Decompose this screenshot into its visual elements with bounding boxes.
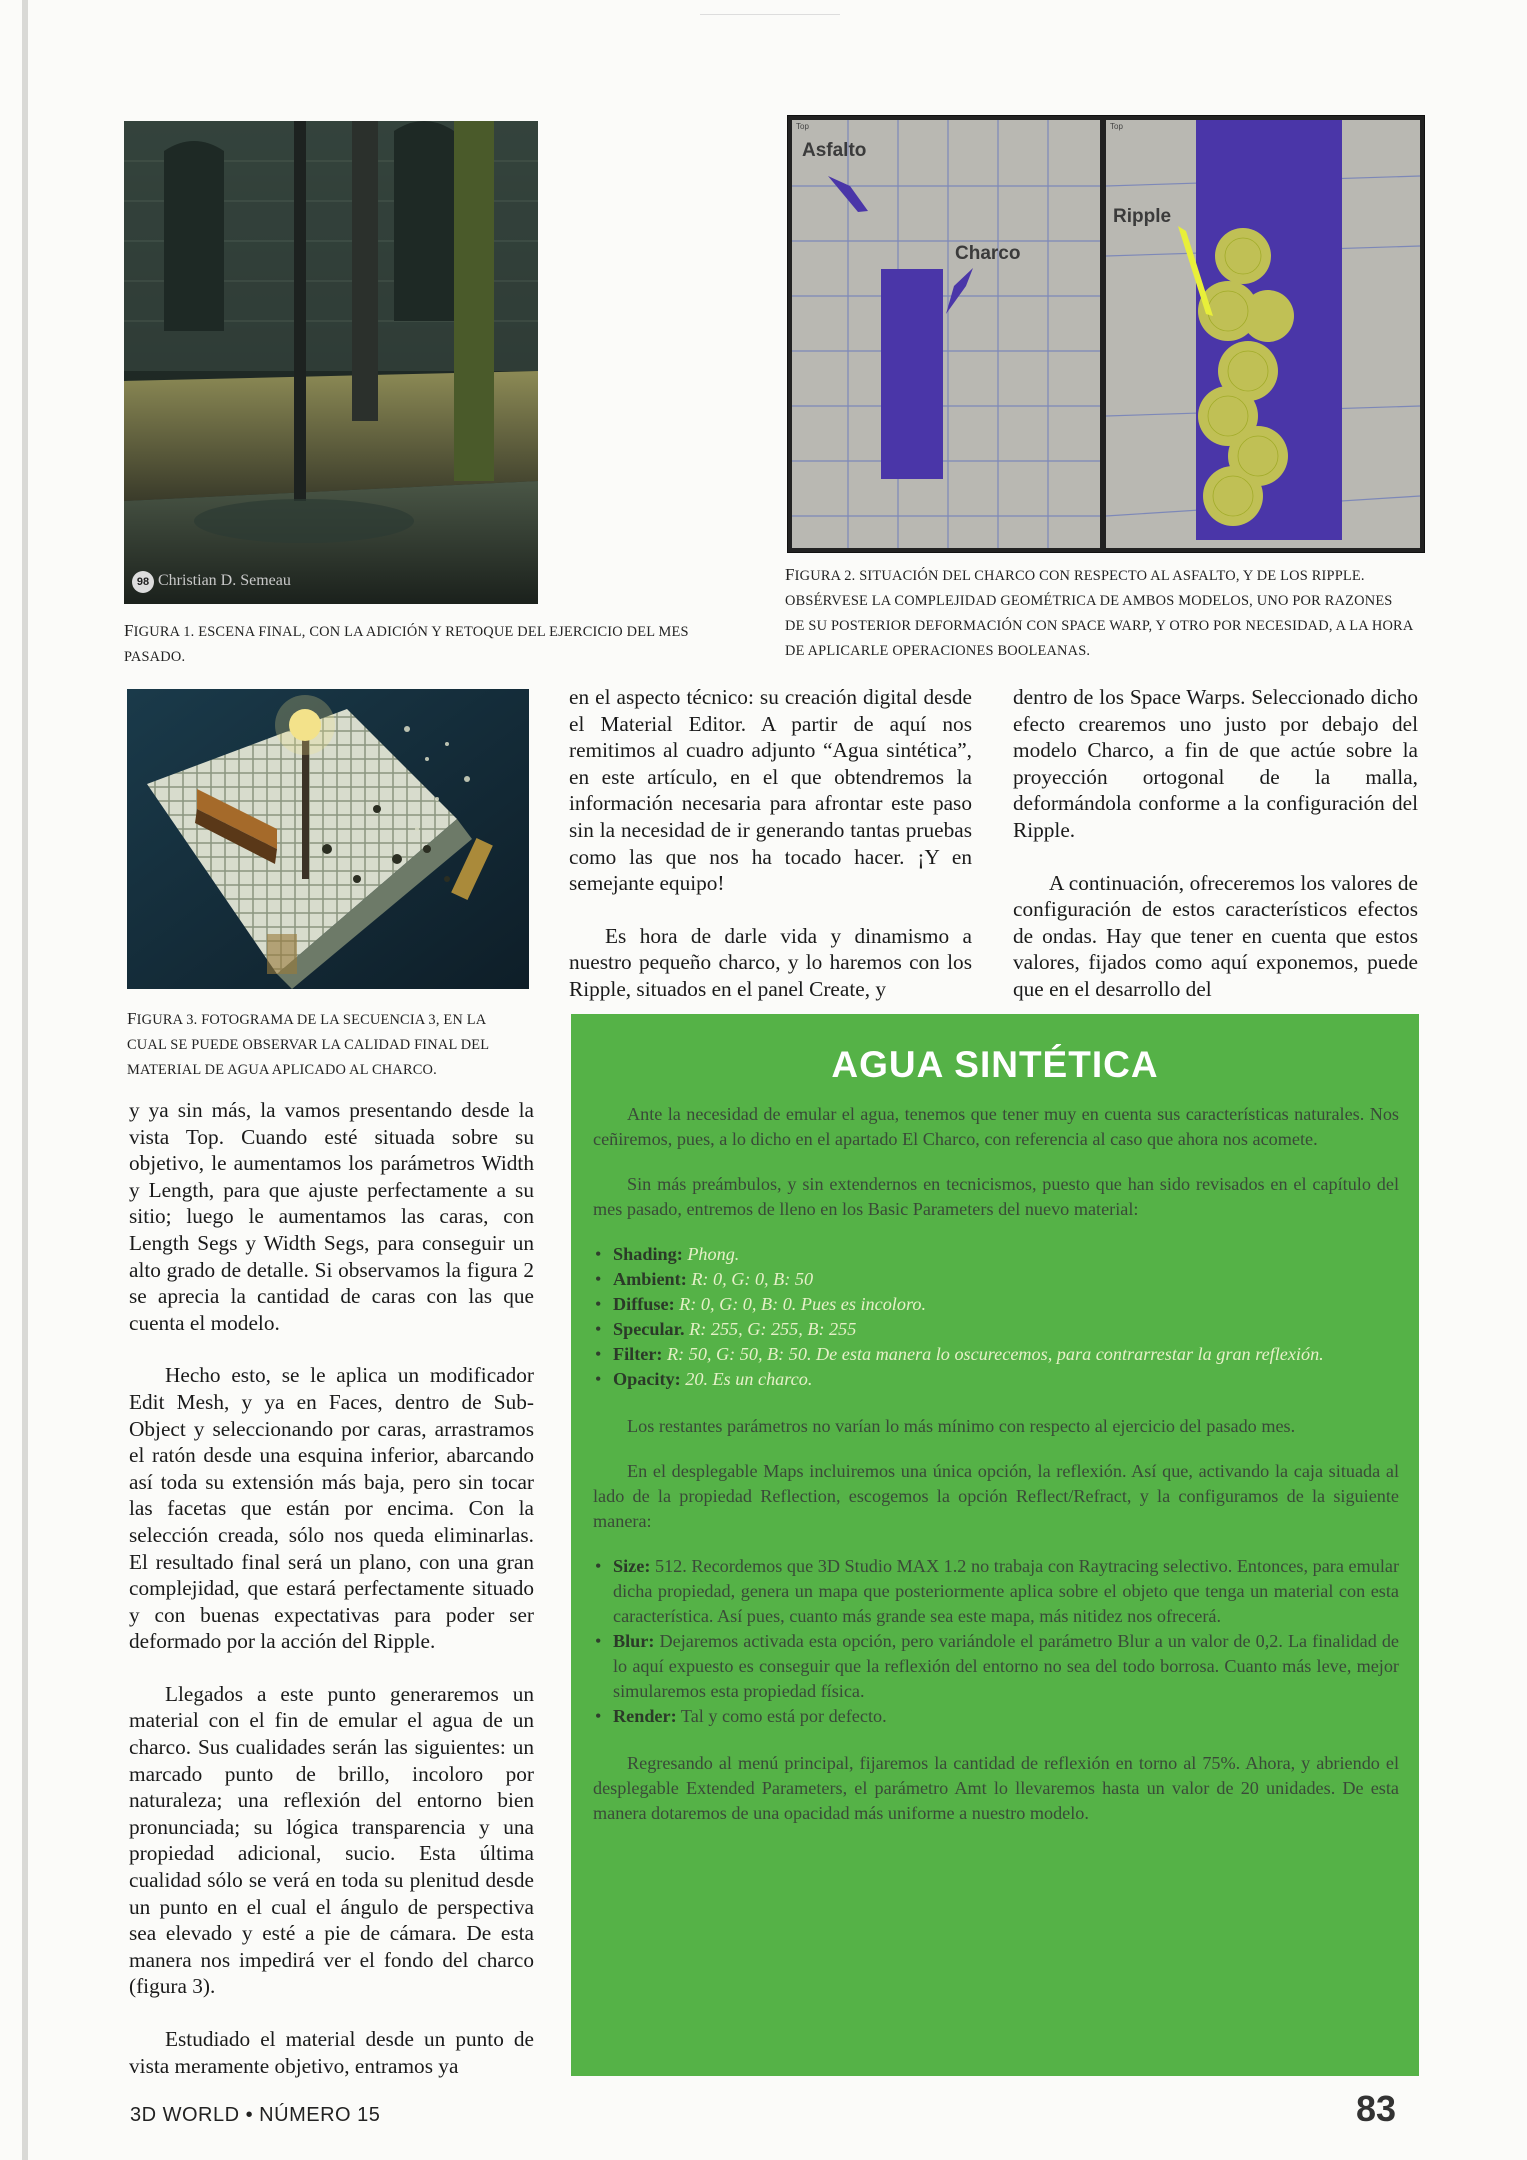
list-item: • Blur: Dejaremos activada esta opción, pero variándole el parámetro Blur a un valor de 0,2. La finalidad de lo aquí expuesto es conseguir que la reflexión del entorno no sea del todo borrosa. Cuanto más leve, mejor simularemos esta propiedad física. [593, 1629, 1399, 1704]
sidebar-body [593, 1102, 1399, 1846]
article-column-right [1013, 684, 1418, 1003]
left-paragraph-1: y ya sin más, la vamos presentando desde la vista Top. Cuando esté situada sobre su objetivo, le aumentamos los parámetros Width y Length, para que ajuste perfectamente a su sitio; luego le aumentamos las caras, con Length Segs y Width Segs, para conseguir un alto grado de detalle. Si observamos la figura 2 se aprecia la cantidad de caras con las que cuenta el modelo. [129, 1098, 534, 1335]
left-paragraph-4: Estudiado el material desde un punto de vista meramente objetivo, entramos ya [129, 2027, 534, 2078]
list-item: • Specular. R: 255, G: 255, B: 255 [593, 1317, 1399, 1342]
figure-1-image [124, 121, 538, 604]
sidebar-title: AGUA SINTÉTICA [831, 1044, 1159, 1085]
viewport-label-top-left: Top [796, 122, 809, 131]
list-item: • Ambient: R: 0, G: 0, B: 50 [593, 1267, 1399, 1292]
middle-paragraph-2: Es hora de darle vida y dinamismo a nuestro pequeño charco, y lo haremos con los Ripple, situados en el panel Create, y [569, 923, 972, 1001]
sidebar-paragraph-5: Regresando al menú principal, fijaremos la cantidad de reflexión en torno al 75%. Ahora, y abriendo el desplegable Extended Parameters, el parámetro Amt lo llevaremos hasta un valor de 20 unidades. De esta manera dotaremos de una opacidad más uniforme a nuestro modelo. [593, 1753, 1399, 1823]
viewport-label-top-right: Top [1110, 122, 1123, 131]
page-number: 83 [1356, 2088, 1397, 2129]
list-item: • Opacity: 20. Es un charco. [593, 1367, 1399, 1392]
figure-1-watermark: Christian D. Semeau [158, 572, 291, 589]
article-column-left [129, 1097, 534, 2079]
sidebar-paragraph-2: Sin más preámbulos, y sin extendernos en tecnicismos, puesto que han sido revisados en el capítulo del mes pasado, entremos de lleno en los Basic Parameters del nuevo material: [593, 1174, 1399, 1219]
list-item: • Render: Tal y como está por defecto. [593, 1704, 1399, 1729]
figure-2-caption: FIGURA 2. SITUACIÓN DEL CHARCO CON RESPECTO AL ASFALTO, Y DE LOS RIPPLE. OBSÉRVESE LA COMPLEJIDAD GEOMÉTRICA DE AMBOS MODELOS, UNO POR RAZONES DE SU POSTERIOR DEFORMACIÓN CON SPACE WARP, Y OTRO POR NECESIDAD, A LA HORA DE APLICARLE OPERACIONES BOOLEANAS. [785, 565, 1413, 659]
top-rule [700, 14, 840, 15]
sidebar-paragraph-3: Los restantes parámetros no varían lo más mínimo con respecto al ejercicio del pasado mes. [627, 1416, 1296, 1436]
left-paragraph-2: Hecho esto, se le aplica un modificador Edit Mesh, y ya en Faces, dentro de Sub-Object y seleccionando por caras, arrastramos el ratón desde una esquina inferior, abarcando así toda su extensión más baja, pero sin tocar las facetas que están por encima. Con la selección creada, sólo nos queda eliminarlas. El resultado final será un plano, con una gran complejidad, que estará perfectamente situado y con buenas expectativas para poder ser deformado por la acción del Ripple. [129, 1363, 534, 1654]
copyright-icon: 98 [132, 571, 154, 593]
sidebar-agua-sintetica [571, 1014, 1419, 2076]
reflection-parameters-list [593, 1554, 1399, 1729]
figure-3-caption: FIGURA 3. FOTOGRAMA DE LA SECUENCIA 3, EN LA CUAL SE PUEDE OBSERVAR LA CALIDAD FINAL DEL MATERIAL DE AGUA APLICADO AL CHARCO. [127, 1009, 489, 1078]
label-ripple: Ripple [1113, 206, 1172, 227]
figure-3-image [127, 689, 529, 989]
left-paragraph-3: Llegados a este punto generaremos un material con el fin de emular el agua de un charco. Sus cualidades serán las siguientes: un marcado punto de brillo, incoloro por naturaleza; una reflexión del entorno bien pronunciada; su lógica transparencia y una propiedad adicional, sucio. Esta última cualidad sólo se verá en toda su plenitud desde un punto en el cual el ángulo de perspectiva sea elevado y esté a pie de cámara. De esta manera nos impedirá ver el fondo del charco (figura 3). [129, 1681, 534, 1999]
basic-parameters-list [593, 1242, 1399, 1392]
footer-magazine-name: 3D WORLD • NÚMERO 15 [130, 2104, 381, 2126]
figure-2-image [787, 115, 1425, 553]
right-paragraph-2: A continuación, ofreceremos los valores de configuración de estos característicos efectos de ondas. Hay que tener en cuenta que estos valores, fijados como aquí exponemos, puede que en el desarrollo del [1013, 870, 1418, 1001]
list-item: • Filter: R: 50, G: 50, B: 50. De esta manera lo oscurecemos, para contrarrestar la gran reflexión. [593, 1342, 1399, 1367]
list-item: • Size: 512. Recordemos que 3D Studio MAX 1.2 no trabaja con Raytracing selectivo. Entonces, para emular dicha propiedad, genera un mapa que posteriormente aplica sobre el objeto que tenga un material con esta característica. Así pues, cuanto más grande sea este mapa, más nitidez nos ofrecerá. [593, 1554, 1399, 1629]
list-item: • Shading: Phong. [593, 1242, 1399, 1267]
figure-1-caption: FIGURA 1. ESCENA FINAL, CON LA ADICIÓN Y RETOQUE DEL EJERCICIO DEL MES PASADO. [124, 621, 689, 665]
page-edge-bar [22, 0, 28, 2160]
sidebar-paragraph-4: En el desplegable Maps incluiremos una única opción, la reflexión. Así que, activando la caja situada al lado de la propiedad Reflection, escogemos la opción Reflect/Refract, y la configuramos de la siguiente manera: [593, 1461, 1399, 1531]
middle-paragraph-1: en el aspecto técnico: su creación digital desde el Material Editor. A partir de aquí nos remitimos al cuadro adjunto “Agua sintética”, en este artículo, en el que obtendremos la información necesaria para afrontar este paso sin la necesidad de ir generando tantas pruebas como las que nos ha tocado hacer. ¡Y en semejante equipo! [569, 685, 972, 896]
list-item: • Diffuse: R: 0, G: 0, B: 0. Pues es incoloro. [593, 1292, 1399, 1317]
label-asfalto: Asfalto [802, 140, 867, 161]
right-paragraph-1: dentro de los Space Warps. Seleccionado dicho efecto crearemos uno justo por debajo del modelo Charco, a fin de que actúe sobre la proyección ortogonal de la malla, deformándola conforme a la configuración del Ripple. [1013, 685, 1418, 842]
sidebar-paragraph-1: Ante la necesidad de emular el agua, tenemos que tener muy en cuenta sus características naturales. Nos ceñiremos, pues, a lo dicho en el apartado El Charco, con referencia al caso que ahora nos acomete. [593, 1104, 1399, 1149]
article-column-middle [569, 684, 972, 1003]
label-charco: Charco [955, 243, 1021, 264]
